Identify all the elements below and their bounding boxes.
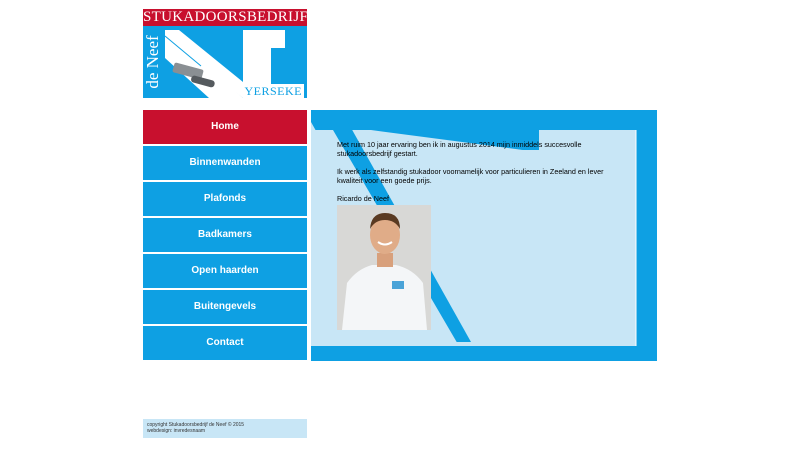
intro-paragraph-1: Met ruim 10 jaar ervaring ben ik in augustus 2014 mijn inmiddels succesvolle stukadoorsbedrijf gestart. [337,140,582,158]
footer [143,419,307,438]
person-portrait [337,205,431,330]
logo-title: STUKADOORSBEDRIJF [143,9,309,25]
owner-photo [337,205,431,330]
logo-city: YERSEKE [244,84,302,98]
logo[interactable] [143,9,307,98]
logo-name: de Neef [143,35,162,89]
signature: Ricardo de Neef [337,194,389,203]
nav-item-buitengevels[interactable]: Buitengevels [143,290,307,324]
intro-text [337,140,623,212]
nav-item-binnenwanden[interactable]: Binnenwanden [143,146,307,180]
nav-item-open-haarden[interactable]: Open haarden [143,254,307,288]
nav-item-plafonds[interactable]: Plafonds [143,182,307,216]
main-navigation [143,110,307,362]
nav-item-contact[interactable]: Contact [143,326,307,360]
intro-paragraph-2: Ik werk als zelfstandig stukadoor voornamelijk voor particulieren in Zeeland en lever kwaliteit voor een goede prijs. [337,167,604,185]
footer-webdesign[interactable]: webdesign: invredesnaam [147,428,206,434]
nav-item-home[interactable]: Home [143,110,307,144]
footer-copyright: copyright Stukadoorsbedrijf de Neef © 2015 [147,422,245,428]
nav-item-badkamers[interactable]: Badkamers [143,218,307,252]
